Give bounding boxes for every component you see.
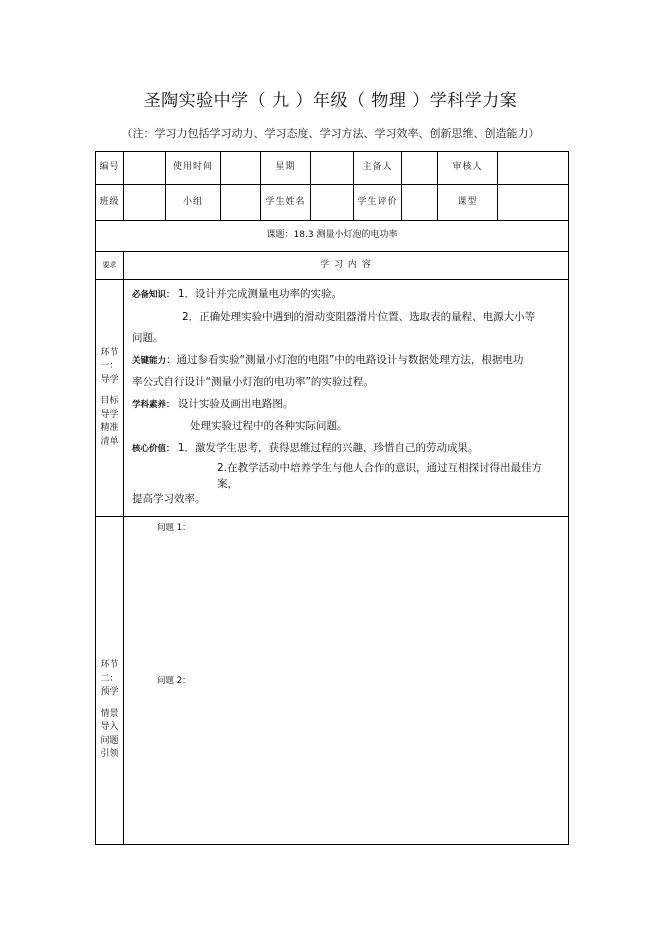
content-header: 学 习 内 容 (124, 252, 569, 280)
value-lead-preparer[interactable] (402, 152, 438, 185)
ability-text: ：通过参看实验“测量小灯泡的电阻”中的电路设计与数据处理方法，根据电功 (166, 353, 524, 366)
ability-text-2: 率公式自行设计“测量小灯泡的电功率”的实验过程。 (132, 376, 374, 388)
label-class: 班级 (96, 185, 124, 221)
question-2-label: 问题 2： (157, 676, 191, 686)
label-group: 小组 (166, 185, 221, 221)
label-student-evaluation: 学生评价 (354, 185, 402, 221)
value-group[interactable] (221, 185, 261, 221)
value-use-time[interactable] (221, 152, 261, 185)
value-label: 核心价值： (132, 443, 175, 454)
knowledge-label: 必备知识： (132, 290, 175, 300)
value-reviewer[interactable] (498, 152, 569, 185)
lesson-plan-table (95, 151, 569, 845)
learning-note: （注：学习力包括学习动力、学习态度、学习方法、学习效率、创新思维、创造能力） (121, 127, 540, 140)
section-2-side-label: 环节 二： 预学 情景 导入 问题 引领 (96, 517, 124, 845)
value-student-name[interactable] (311, 185, 354, 221)
knowledge-item-1: 1．设计并完成测量电功率的实验。 (177, 288, 343, 300)
label-use-time: 使用时间 (166, 152, 221, 185)
value-item-2: 2.在教学活动中培养学生与他人合作的意识，通过互相探讨得出最佳方案， (217, 462, 543, 490)
label-lesson-type: 课型 (438, 185, 498, 221)
label-weekday: 星期 (261, 152, 311, 185)
knowledge-item-2: 2．正确处理实验中遇到的滑动变阻器滑片位置、选取表的量程、电源大小等 (182, 310, 536, 323)
lesson-title: 课题：18.3 测量小灯泡的电功率 (96, 221, 569, 252)
info-row-2 (96, 185, 569, 221)
label-number: 编号 (96, 152, 124, 185)
literacy-item-2: 处理实验过程中的各种实际问题。 (190, 420, 348, 432)
ability-label: 关键能力 (132, 355, 167, 366)
section-1-side-label: 环节 一： 导学 目标 导学 精准 清单 (96, 280, 124, 517)
label-reviewer: 审核人 (438, 152, 498, 185)
require-label: 要求 (96, 252, 124, 280)
info-row-1 (96, 152, 569, 185)
value-student-evaluation[interactable] (402, 185, 438, 221)
section-2-content[interactable] (124, 517, 569, 845)
section-1-content (124, 280, 569, 517)
section-1-row (96, 280, 569, 517)
label-student-name: 学生姓名 (261, 185, 311, 221)
page-title: 圣陶实验中学（ 九 ）年级（ 物理 ）学科学力案 (143, 91, 518, 111)
value-number[interactable] (124, 152, 166, 185)
section-2-row (96, 517, 569, 845)
value-lesson-type[interactable] (498, 185, 569, 221)
value-weekday[interactable] (311, 152, 354, 185)
value-item-2b: 提高学习效率。 (132, 493, 206, 505)
knowledge-item-2b: 问题。 (132, 332, 164, 344)
value-class[interactable] (124, 185, 166, 221)
label-lead-preparer: 主备人 (354, 152, 402, 185)
question-1-label: 问题 1： (157, 523, 191, 533)
value-item-1: 1．激发学生思考，获得思维过程的兴趣，珍惜自己的劳动成果。 (177, 441, 479, 454)
literacy-label: 学科素养： (132, 399, 175, 410)
literacy-item-1: 设计实验及画出电路图。 (177, 397, 294, 410)
